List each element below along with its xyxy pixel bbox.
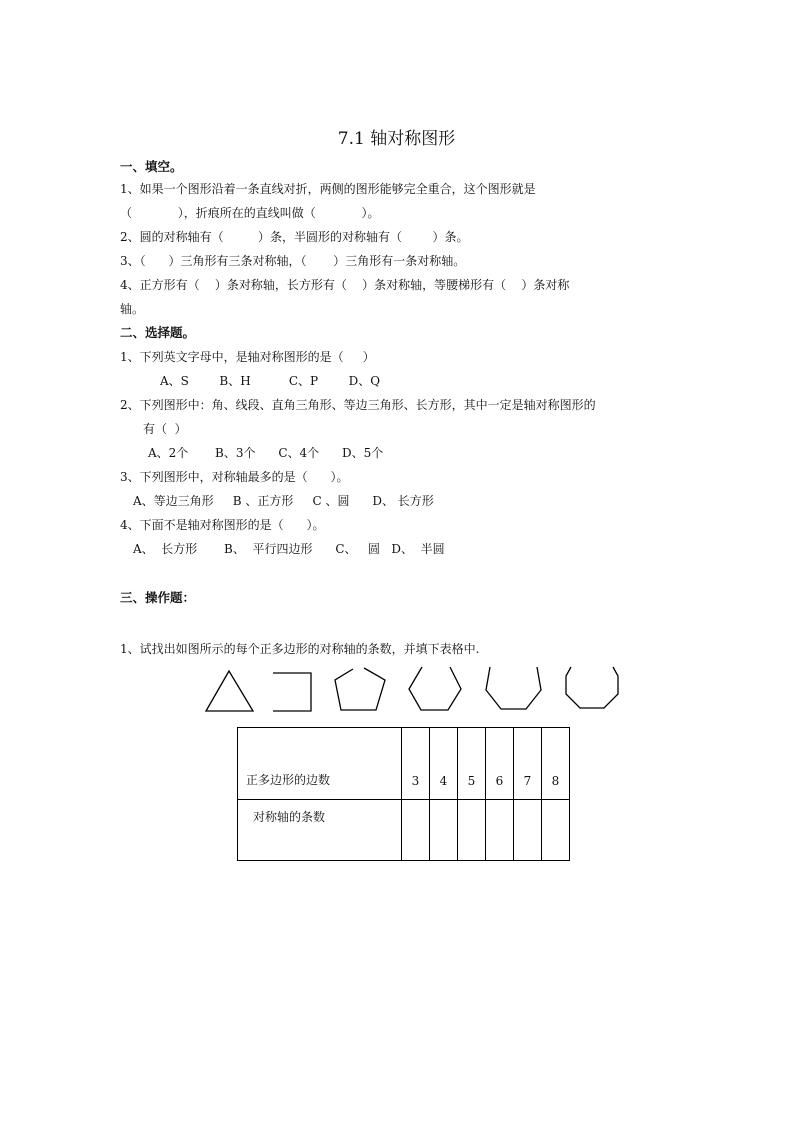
sides-cell: 5 <box>458 728 486 800</box>
choice-question-1-options[interactable]: A、S B、H C、P D、Q <box>160 374 381 388</box>
triangle-icon <box>206 671 253 711</box>
sides-cell: 8 <box>542 728 570 800</box>
sides-cell: 3 <box>402 728 430 800</box>
fill-question-3[interactable]: 3、（ ）三角形有三条对称轴，（ ）三角形有一条对称轴。 <box>120 254 466 268</box>
fill-question-4[interactable]: 4、正方形有（ ）条对称轴，长方形有（ ）条对称轴，等腰梯形有（ ）条对称 <box>120 278 570 292</box>
fill-question-4-cont: 轴。 <box>120 302 145 316</box>
choice-question-4[interactable]: 4、下面不是轴对称图形的是（ ）。 <box>120 518 325 532</box>
choice-question-2: 2、下列图形中：角、线段、直角三角形、等边三角形、长方形，其中一定是轴对称图形的 <box>120 398 596 412</box>
sides-cell: 6 <box>486 728 514 800</box>
choice-question-2-cont[interactable]: 有（ ） <box>143 422 187 436</box>
answer-cell[interactable] <box>458 800 486 861</box>
sides-cell: 4 <box>430 728 458 800</box>
hexagon-icon <box>409 667 461 710</box>
choice-question-3-options[interactable]: A、等边三角形 B 、正方形 C 、圆 D、 长方形 <box>133 494 434 508</box>
fill-question-2[interactable]: 2、圆的对称轴有（ ）条，半圆形的对称轴有（ ）条。 <box>120 230 469 244</box>
answer-cell[interactable] <box>402 800 430 861</box>
choice-question-2-options[interactable]: A、2个 B、3个 C、4个 D、5个 <box>148 446 384 460</box>
octagon-icon <box>566 667 618 708</box>
answer-cell[interactable] <box>542 800 570 861</box>
section-3-heading: 三、操作题： <box>120 590 196 605</box>
choice-question-4-options[interactable]: A、 长方形 B、 平行四边形 C、 圆 D、 半圆 <box>133 542 445 556</box>
answer-cell[interactable] <box>486 800 514 861</box>
sides-cell: 7 <box>514 728 542 800</box>
choice-question-3[interactable]: 3、下列图形中，对称轴最多的是（ ）。 <box>120 470 349 484</box>
fill-question-1-blanks[interactable]: （ ），折痕所在的直线叫做（ ）。 <box>120 206 380 220</box>
section-1-heading: 一、填空。 <box>120 159 183 174</box>
row-label-axes: 对称轴的条数 <box>238 800 402 861</box>
row-label-sides: 正多边形的边数 <box>238 728 402 800</box>
answer-cell[interactable] <box>430 800 458 861</box>
heptagon-icon <box>486 667 541 709</box>
operation-question-1: 1、试找出如图所示的每个正多边形的对称轴的条数，并填下表格中. <box>120 642 480 656</box>
section-2-heading: 二、选择题。 <box>120 325 196 340</box>
symmetry-axis-table <box>237 727 570 861</box>
choice-question-1[interactable]: 1、下列英文字母中，是轴对称图形的是（ ） <box>120 350 375 364</box>
fill-question-1: 1、如果一个图形沿着一条直线对折，两侧的图形能够完全重合，这个图形就是 <box>120 182 536 196</box>
pentagon-icon <box>335 668 385 710</box>
table-row-sides <box>238 728 570 800</box>
answer-cell[interactable] <box>514 800 542 861</box>
square-icon <box>273 673 311 711</box>
table-row-axes <box>238 800 570 861</box>
page-title: 7.1 轴对称图形 <box>337 129 456 149</box>
